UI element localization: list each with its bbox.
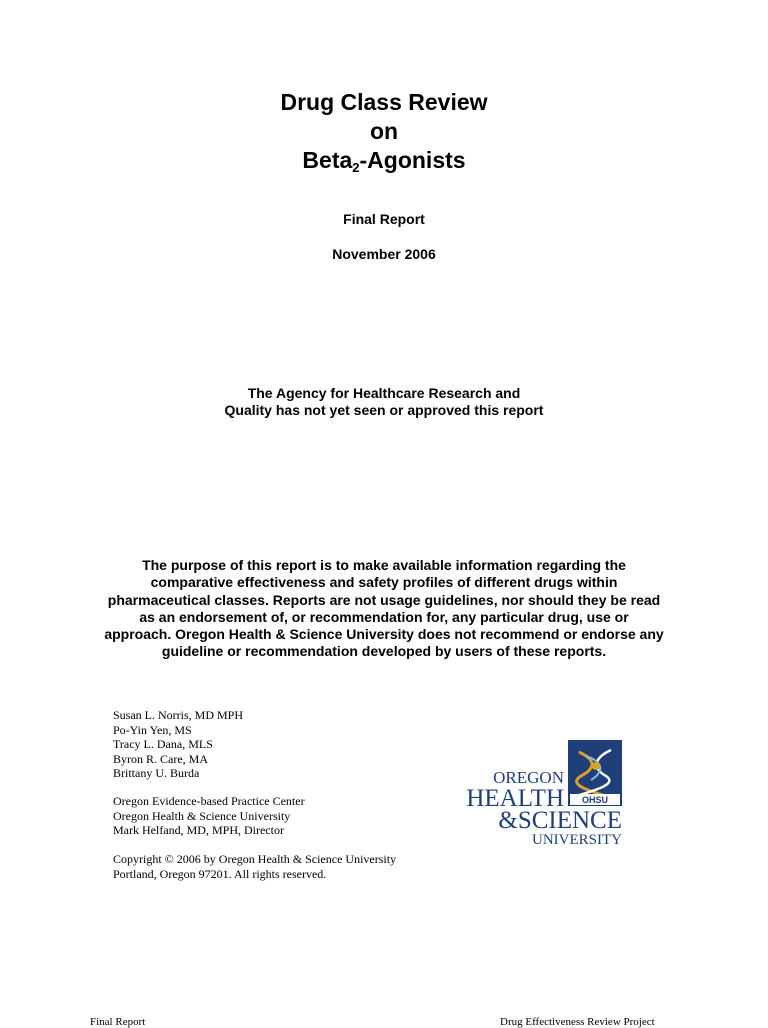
center-info bbox=[113, 794, 305, 838]
title-line-3 bbox=[0, 146, 768, 175]
footer-right: Drug Effectiveness Review Project bbox=[500, 1016, 655, 1028]
logo-badge-text: OHSU bbox=[581, 795, 609, 805]
author-list bbox=[113, 708, 243, 781]
director-name: Mark Helfand, MD, MPH, Director bbox=[113, 823, 284, 837]
author-name: Byron R. Care, MA bbox=[113, 751, 208, 766]
university-name: Oregon Health & Science University bbox=[113, 808, 291, 823]
author-name: Brittany U. Burda bbox=[113, 766, 200, 780]
copyright-notice bbox=[113, 852, 396, 881]
report-date: November 2006 bbox=[332, 246, 436, 262]
title-line-1: Drug Class Review bbox=[280, 89, 488, 115]
author-name: Tracy L. Dana, MLS bbox=[113, 737, 213, 751]
footer-left: Final Report bbox=[90, 1016, 146, 1028]
author-name: Po-Yin Yen, MS bbox=[113, 722, 192, 737]
author-name: Susan L. Norris, MD MPH bbox=[113, 708, 244, 722]
agency-note-line-2: Quality has not yet seen or approved this report bbox=[224, 402, 544, 418]
logo-text-health: HEALTH bbox=[466, 785, 564, 812]
logo-helix-dot bbox=[592, 762, 600, 770]
agency-note-line-1: The Agency for Healthcare Research and bbox=[247, 385, 521, 401]
title-line-2: on bbox=[369, 118, 399, 144]
title-line-3-pre: Beta bbox=[302, 147, 353, 173]
agency-note bbox=[0, 385, 768, 419]
copyright-line-1: Copyright © 2006 by Oregon Health & Science University bbox=[113, 852, 397, 866]
report-type: Final Report bbox=[343, 211, 425, 227]
ohsu-logo bbox=[446, 738, 626, 848]
logo-text-university: UNIVERSITY bbox=[532, 832, 622, 848]
purpose-statement: The purpose of this report is to make available information regarding the comparative effectiveness and safety profiles of different drugs within pharmaceutical classes. Reports are not usage guidelines, nor should they be read as an endorsement of, or recommendation for, any particular drug, use or approach. Oregon Health & Science University does not recommend or endorse any guideline or recommendation developed by users of these reports. bbox=[104, 557, 664, 660]
center-name: Oregon Evidence-based Practice Center bbox=[113, 794, 305, 808]
copyright-line-2: Portland, Oregon 97201. All rights reserved. bbox=[113, 866, 327, 881]
title-line-3-post: -Agonists bbox=[359, 147, 466, 173]
logo-text-science: &SCIENCE bbox=[498, 807, 622, 834]
document-title bbox=[0, 88, 768, 175]
title-subscript: 2 bbox=[352, 160, 360, 175]
logo-text-oregon: OREGON bbox=[493, 768, 564, 787]
